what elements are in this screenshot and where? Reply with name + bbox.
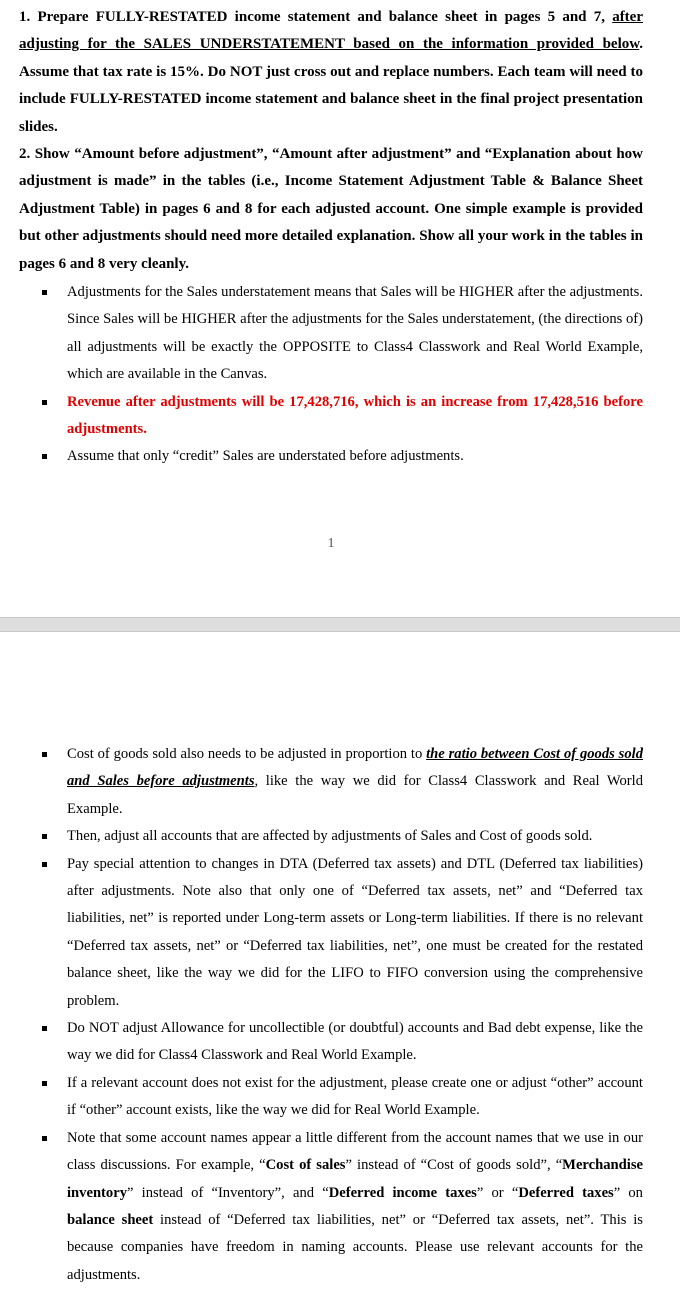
bullet-list-page-1 <box>0 279 680 471</box>
square-bullet-icon <box>42 834 47 839</box>
square-bullet-icon <box>42 1081 47 1086</box>
square-bullet-icon <box>42 1026 47 1031</box>
instruction-item-2: 2. Show “Amount before adjustment”, “Amount after adjustment” and “Explanation about how adjustment is made” in the tables (i.e., Income Statement Adjustment Table & Balance Sheet Adjustment Table) in pages 6 and 8 for each adjusted account. One simple example is provided but other adjustments should need more detailed explanation. Show all your work in the tables in pages 6 and 8 very cleanly. <box>19 146 643 272</box>
square-bullet-icon <box>42 290 47 295</box>
revenue-note: Revenue after adjustments will be 17,428,716, which is an increase from 17,428,516 before adjustments. <box>67 393 643 438</box>
list-item: Note that some account names appear a little different from the account names that we use in our class discussions. For example, “Cost of sales” instead of “Cost of goods sold”, “Merchandise inventory” instead of “Inventory”, and “Deferred income taxes” or “Deferred taxes” on balance sheet instead of “Deferred tax liabilities, net” or “Deferred tax assets, net”. This is because companies have freedom in naming accounts. Please use relevant accounts for the adjustments. <box>0 1125 680 1289</box>
document-page-1 <box>0 0 680 617</box>
document-page-2 <box>0 632 680 1302</box>
list-item: Assume that only “credit” Sales are understated before adjustments. <box>0 443 680 470</box>
square-bullet-icon <box>42 454 47 459</box>
underlined-phrase: after adjusting for the SALES UNDERSTATEMENT based on the information provided below <box>19 9 643 53</box>
list-item <box>0 389 680 444</box>
square-bullet-icon <box>42 400 47 405</box>
square-bullet-icon <box>42 862 47 867</box>
page-number: 1 <box>327 536 335 551</box>
list-item: Do NOT adjust Allowance for uncollectible (or doubtful) accounts and Bad debt expense, like the way we did for Class4 Classwork and Real World Example. <box>0 1015 680 1070</box>
list-item: Then, adjust all accounts that are affected by adjustments of Sales and Cost of goods sold. <box>0 823 680 850</box>
list-item: Cost of goods sold also needs to be adjusted in proportion to the ratio between Cost of goods sold and Sales before adjustments, like the way we did for Class4 Classwork and Real World Example. <box>0 741 680 823</box>
list-item: Adjustments for the Sales understatement means that Sales will be HIGHER after the adjustments. Since Sales will be HIGHER after the adjustments for the Sales understatement, (the directions of) all adjustments will be exactly the OPPOSITE to Class4 Classwork and Real World Example, which are available in the Canvas. <box>0 279 680 389</box>
emphasized-phrase: the ratio between Cost of goods sold and Sales before adjustments <box>67 746 643 790</box>
page-break <box>0 617 680 632</box>
list-item: Pay special attention to changes in DTA (Deferred tax assets) and DTL (Deferred tax liabilities) after adjustments. Note also that only one of “Deferred tax assets, net” and “Deferred tax liabilities, net” is reported under Long-term assets or Long-term liabilities. If there is no relevant “Deferred tax assets, net” or “Deferred tax liabilities, net”, one must be created for the restated balance sheet, like the way we did for the LIFO to FIFO conversion using the comprehensive problem. <box>0 851 680 1015</box>
square-bullet-icon <box>42 1136 47 1141</box>
square-bullet-icon <box>42 752 47 757</box>
list-item: If a relevant account does not exist for the adjustment, please create one or adjust “other” account if “other” account exists, like the way we did for Real World Example. <box>0 1070 680 1125</box>
instruction-item-1: 1. Prepare FULLY-RESTATED income statement and balance sheet in pages 5 and 7, after adjusting for the SALES UNDERSTATEMENT based on the information provided below. Assume that tax rate is 15%. Do NOT just cross out and replace numbers. Each team will need to include FULLY-RESTATED income statement and balance sheet in the final project presentation slides. <box>19 9 643 135</box>
bullet-list-page-2 <box>0 741 680 1289</box>
